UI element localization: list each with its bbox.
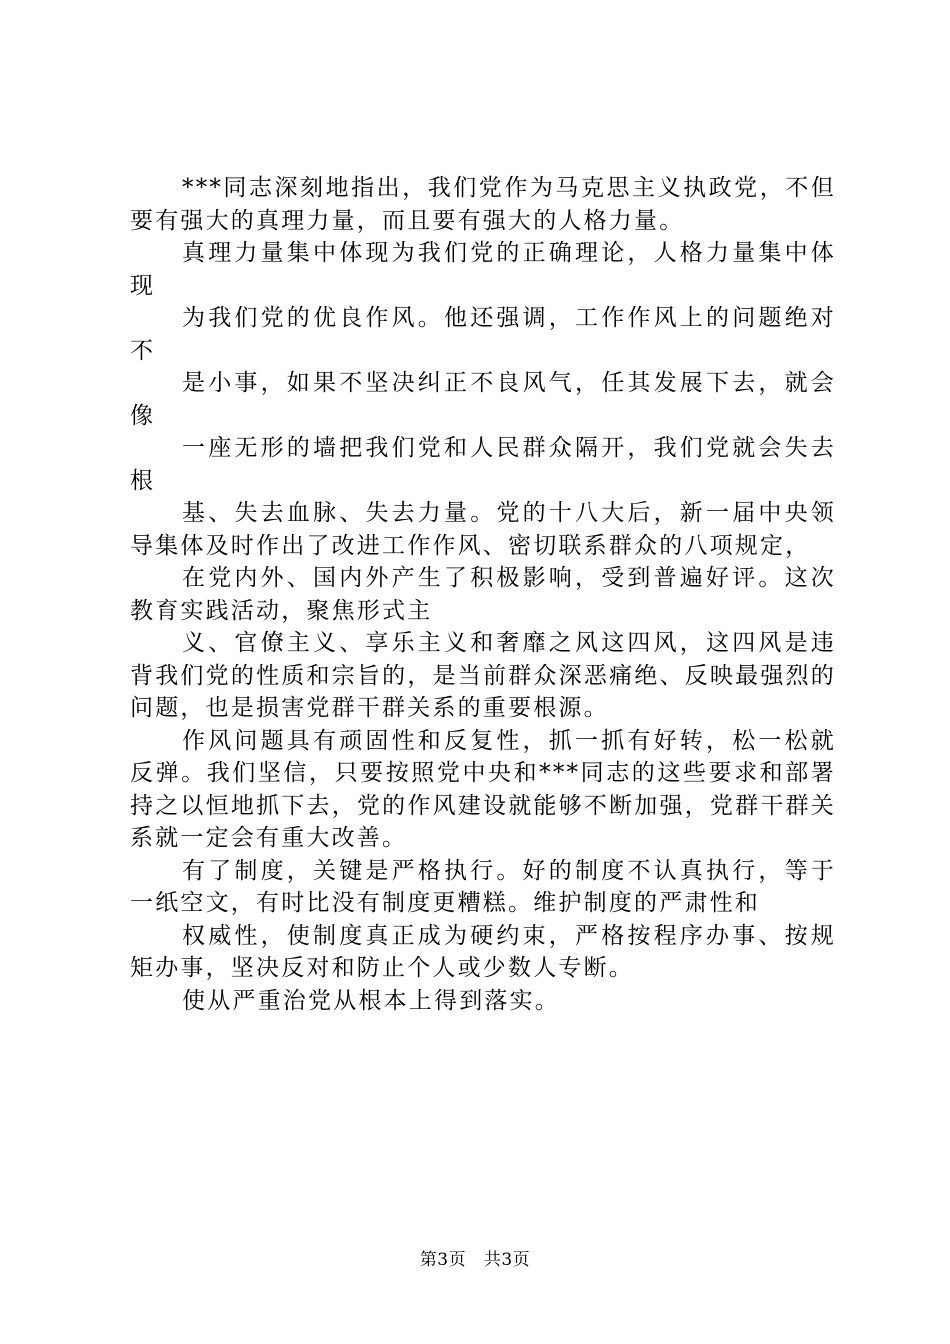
paragraph: 作风问题具有顽固性和反复性，抓一抓有好转，松一松就反弹。我们坚信，只要按照党中央和***同志的这些要求和部署持之以恒地抓下去，党的作风建设就能够不断加强，党群干群关系就一定会有重大改善。 xyxy=(130,727,836,851)
paragraph: 是小事，如果不坚决纠正不良风气，任其发展下去，就会像 xyxy=(130,370,836,429)
paragraph: 有了制度，关键是严格执行。好的制度不认真执行，等于一纸空文，有时比没有制度更糟糕。维护制度的严肃性和 xyxy=(130,857,836,916)
paragraph: ***同志深刻地指出，我们党作为马克思主义执政党，不但要有强大的真理力量，而且要有强大的人格力量。 xyxy=(130,175,836,234)
document-body xyxy=(130,172,836,1017)
page-number: 第3页 xyxy=(419,1250,467,1270)
paragraph: 在党内外、国内外产生了积极影响，受到普遍好评。这次教育实践活动，聚焦形式主 xyxy=(130,565,836,624)
paragraph: 义、官僚主义、享乐主义和奢靡之风这四风，这四风是违背我们党的性质和宗旨的，是当前群众深恶痛绝、反映最强烈的问题，也是损害党群干群关系的重要根源。 xyxy=(130,630,836,721)
paragraph: 为我们党的优良作风。他还强调，工作作风上的问题绝对不 xyxy=(130,305,836,364)
page-total: 共3页 xyxy=(483,1250,531,1270)
paragraph: 使从严重治党从根本上得到落实。 xyxy=(182,987,560,1014)
paragraph: 基、失去血脉、失去力量。党的十八大后，新一届中央领导集体及时作出了改进工作作风、密切联系群众的八项规定， xyxy=(130,500,836,559)
paragraph: 一座无形的墙把我们党和人民群众隔开，我们党就会失去根 xyxy=(130,435,836,494)
page-footer xyxy=(0,1245,950,1270)
paragraph: 权威性，使制度真正成为硬约束，严格按程序办事、按规矩办事，坚决反对和防止个人或少数人专断。 xyxy=(130,922,836,981)
paragraph: 真理力量集中体现为我们党的正确理论，人格力量集中体现 xyxy=(130,240,836,299)
